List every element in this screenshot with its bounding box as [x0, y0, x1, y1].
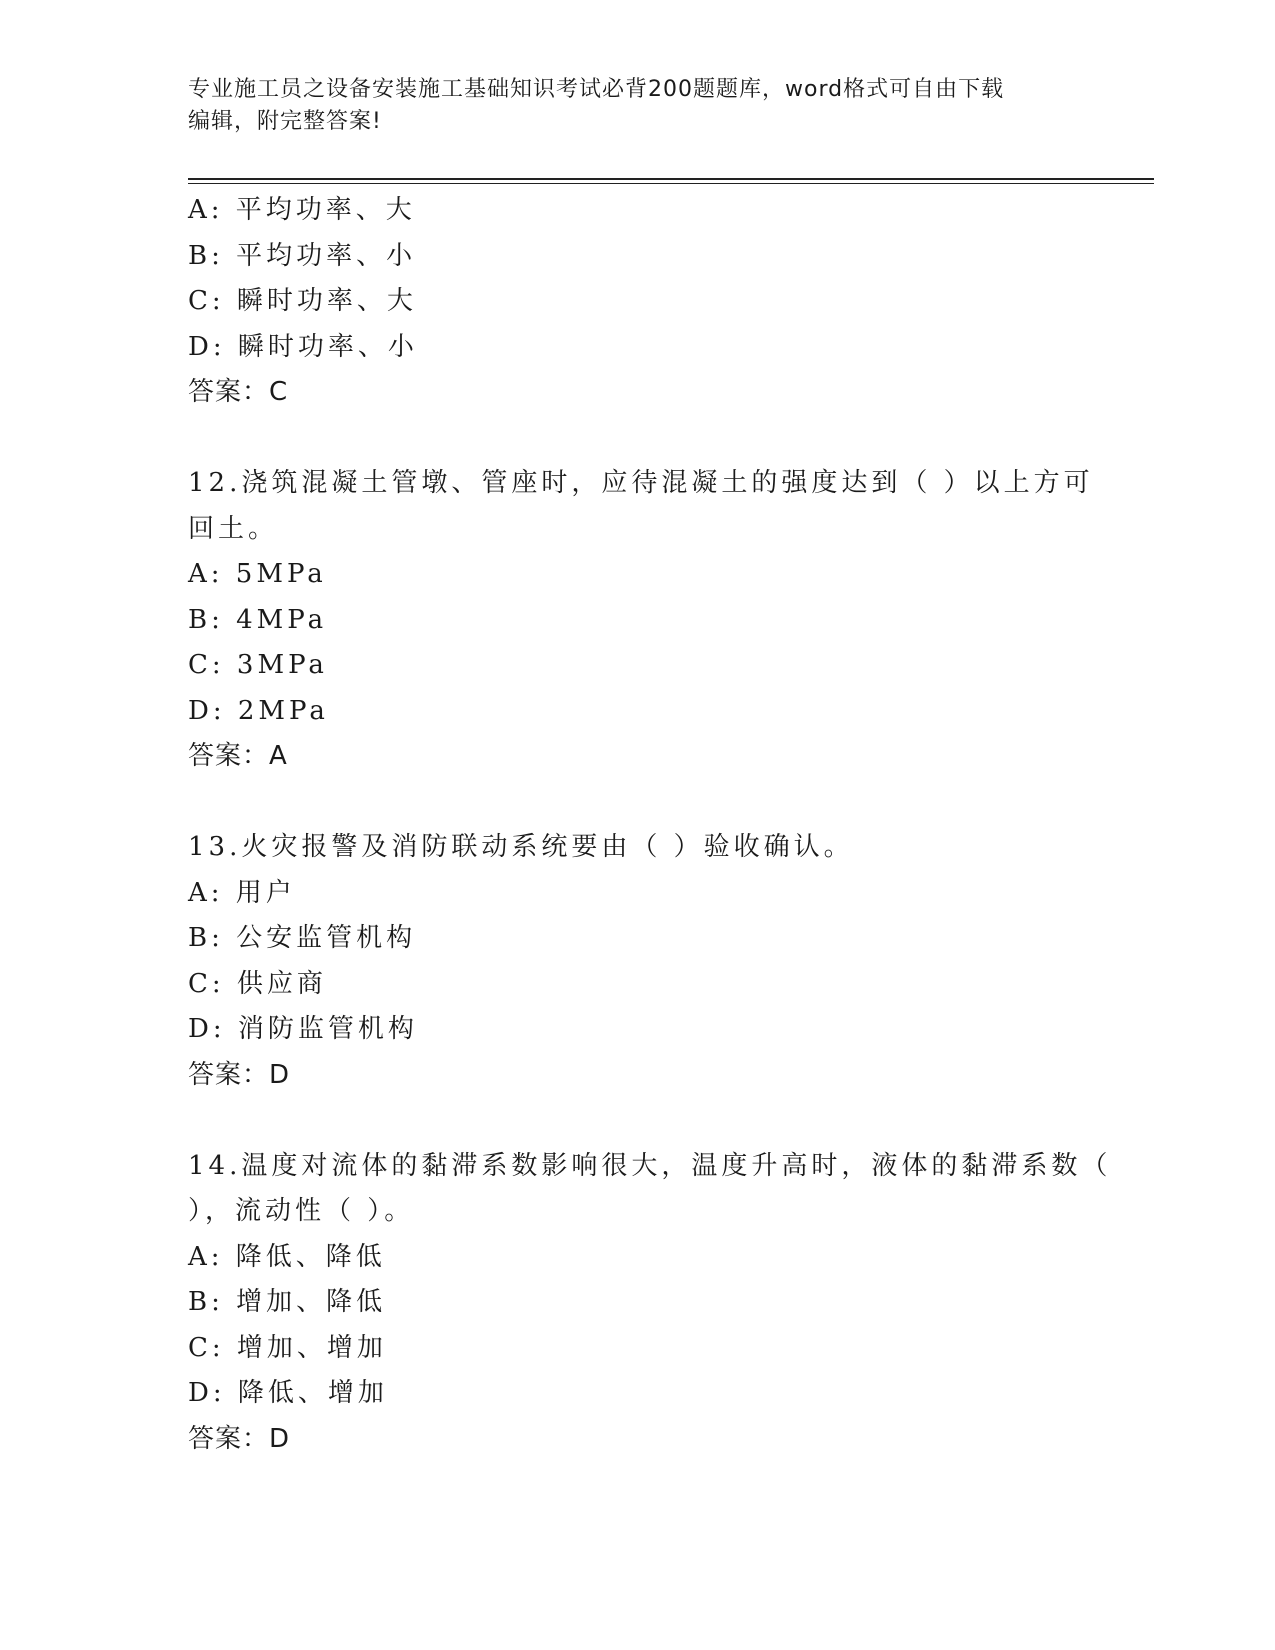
question-text-line-1: 13.火灾报警及消防联动系统要由（ ）验收确认。	[188, 832, 854, 862]
option-a: A: 平均功率、大	[188, 195, 416, 225]
option-b: B: 公安监管机构	[188, 923, 417, 953]
question-text-line-2: ），流动性（ ）。	[188, 1196, 415, 1226]
option-c: C: 供应商	[188, 968, 327, 999]
answer-text: 答案：D	[188, 1423, 291, 1454]
option-d: D: 消防监管机构	[188, 1014, 418, 1044]
header-line-2: 编辑，附完整答案!	[188, 109, 382, 134]
question-item	[188, 825, 1088, 1098]
option-a: A: 降低、降低	[188, 1241, 386, 1272]
option-b: B: 4MPa	[188, 604, 328, 635]
question-text-line-1: 12.浇筑混凝土管墩、管座时，应待混凝土的强度达到（ ）以上方可	[188, 468, 1094, 498]
document-header	[188, 74, 1088, 138]
answer-text: 答案：C	[188, 377, 289, 407]
question-text-line-2: 回土。	[188, 513, 279, 544]
option-d: D: 2MPa	[188, 695, 329, 726]
header-divider-thin	[188, 183, 1154, 184]
question-item	[188, 461, 1094, 780]
option-c: C: 增加、增加	[188, 1332, 387, 1363]
option-d: D: 瞬时功率、小	[188, 331, 418, 362]
answer-text: 答案：D	[188, 1059, 291, 1090]
option-b: B: 平均功率、小	[188, 240, 417, 271]
option-a: A: 用户	[188, 877, 296, 908]
option-a: A: 5MPa	[188, 559, 327, 589]
question-text-line-1: 14.温度对流体的黏滞系数影响很大，温度升高时，液体的黏滞系数（	[188, 1150, 1112, 1181]
question-list	[188, 188, 1112, 1462]
option-c: C: 3MPa	[188, 650, 328, 680]
question-item	[188, 188, 1088, 416]
option-b: B: 增加、降低	[188, 1287, 387, 1317]
header-divider-thick	[188, 178, 1154, 180]
option-c: C: 瞬时功率、大	[188, 286, 417, 316]
answer-text: 答案：A	[188, 741, 288, 771]
question-item	[188, 1144, 1112, 1463]
option-d: D: 降低、增加	[188, 1378, 388, 1408]
header-line-1: 专业施工员之设备安装施工基础知识考试必背200题题库，word格式可自由下载	[188, 77, 1005, 102]
